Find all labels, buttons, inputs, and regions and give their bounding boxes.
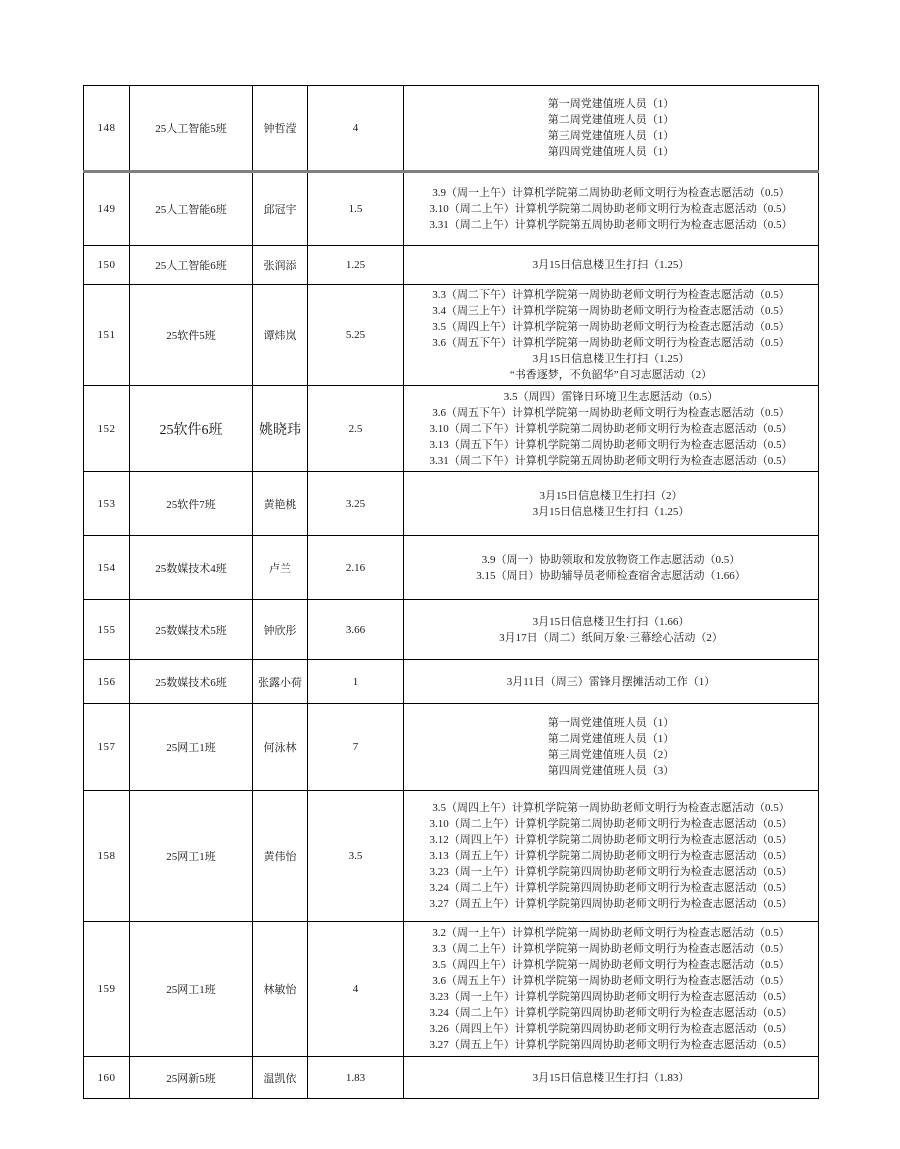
activity-line: 3月15日信息楼卫生打扫（1.25） [532,505,690,518]
table-row [84,172,819,246]
activity-line: 3.6（周五上午）计算机学院第一周协助老师文明行为检查志愿活动（0.5） [432,975,790,987]
activity-line: 3月15日信息楼卫生打扫（1.83） [532,1071,690,1084]
table-row [84,660,819,704]
volunteer-hours-table [83,85,819,1099]
class-cell: 25人工智能5班 [130,86,253,172]
row-number-cell: 160 [84,1057,130,1099]
activity-line: 3.15（周日）协助辅导员老师检查宿舍志愿活动（1.66） [476,569,746,582]
activity-line: 3.13（周五上午）计算机学院第二周协助老师文明行为检查志愿活动（0.5） [429,850,793,862]
activity-line: 3.10（周二下午）计算机学院第二周协助老师文明行为检查志愿活动（0.5） [429,422,793,435]
name-cell: 卢兰 [253,536,308,600]
table-row [84,600,819,660]
activity-line: 3.13（周五下午）计算机学院第二周协助老师文明行为检查志愿活动（0.5） [429,438,793,451]
hours-cell: 2.16 [308,536,404,600]
class-cell: 25软件6班 [130,386,253,472]
hours-cell: 1.25 [308,246,404,285]
table-row [84,386,819,472]
activities-cell [404,704,819,791]
activity-line: 第四周党建值班人员（3） [547,765,675,777]
class-cell: 25软件5班 [130,285,253,386]
class-cell: 25人工智能6班 [130,172,253,246]
activity-line: 3.10（周二上午）计算机学院第二周协助老师文明行为检查志愿活动（0.5） [429,203,793,215]
row-number-cell: 153 [84,472,130,536]
activity-line: 3.23（周一上午）计算机学院第四周协助老师文明行为检查志愿活动（0.5） [429,866,793,878]
activity-line: 3.23（周一上午）计算机学院第四周协助老师文明行为检查志愿活动（0.5） [429,991,793,1003]
activity-line: 3月15日信息楼卫生打扫（1.66） [532,615,690,628]
row-number-cell: 149 [84,172,130,246]
hours-cell: 4 [308,86,404,172]
activity-line: 3.3（周二上午）计算机学院第一周协助老师文明行为检查志愿活动（0.5） [432,943,790,955]
hours-cell: 3.25 [308,472,404,536]
activities-cell [404,791,819,922]
activity-line: 3.10（周二上午）计算机学院第二周协助老师文明行为检查志愿活动（0.5） [429,818,793,830]
name-cell: 林敏怡 [253,922,308,1057]
activity-line: 3.4（周三上午）计算机学院第一周协助老师文明行为检查志愿活动（0.5） [432,305,790,317]
hours-cell: 2.5 [308,386,404,472]
name-cell: 黄艳桃 [253,472,308,536]
activity-line: 3.27（周五上午）计算机学院第四周协助老师文明行为检查志愿活动（0.5） [429,898,793,910]
activity-line: 3.5（周四）雷锋日环境卫生志愿活动（0.5） [503,390,719,403]
name-cell: 姚晓玮 [253,386,308,472]
activity-line: 3.27（周五上午）计算机学院第四周协助老师文明行为检查志愿活动（0.5） [429,1039,793,1051]
activity-line: 3月17日（周二）纸间万象·三幕绘心活动（2） [499,631,723,644]
table-row [84,246,819,285]
row-number-cell: 157 [84,704,130,791]
activity-line: 第一周党建值班人员（1） [547,98,675,110]
hours-cell: 5.25 [308,285,404,386]
table-row [84,285,819,386]
activity-line: 3.24（周二上午）计算机学院第四周协助老师文明行为检查志愿活动（0.5） [429,882,793,894]
row-number-cell: 154 [84,536,130,600]
hours-cell: 4 [308,922,404,1057]
class-cell: 25人工智能6班 [130,246,253,285]
name-cell: 谭炜岚 [253,285,308,386]
class-cell: 25数媒技术5班 [130,600,253,660]
activities-cell [404,386,819,472]
row-number-cell: 159 [84,922,130,1057]
table-row [84,1057,819,1099]
activities-cell [404,285,819,386]
name-cell: 何泳林 [253,704,308,791]
activities-cell [404,536,819,600]
activity-line: 3.9（周一）协助领取和发放物资工作志愿活动（0.5） [481,553,741,566]
activity-line: 3.3（周二下午）计算机学院第一周协助老师文明行为检查志愿活动（0.5） [432,289,790,301]
activity-line: “书香逐梦，不负韶华”自习志愿活动（2） [509,369,713,381]
row-number-cell: 151 [84,285,130,386]
activity-line: 3.5（周四上午）计算机学院第一周协助老师文明行为检查志愿活动（0.5） [432,802,790,814]
activity-line: 3.5（周四上午）计算机学院第一周协助老师文明行为检查志愿活动（0.5） [432,321,790,333]
activity-line: 3月15日信息楼卫生打扫（1.25） [532,353,690,365]
activity-line: 第三周党建值班人员（1） [547,130,675,142]
activity-line: 3.24（周二上午）计算机学院第四周协助老师文明行为检查志愿活动（0.5） [429,1007,793,1019]
hours-cell: 3.66 [308,600,404,660]
hours-cell: 3.5 [308,791,404,922]
hours-cell: 7 [308,704,404,791]
table-row [84,472,819,536]
activities-cell [404,86,819,172]
table-row [84,536,819,600]
class-cell: 25网新5班 [130,1057,253,1099]
row-number-cell: 158 [84,791,130,922]
table-body [84,86,819,1099]
class-cell: 25网工1班 [130,791,253,922]
activities-cell [404,922,819,1057]
class-cell: 25软件7班 [130,472,253,536]
table-row [84,922,819,1057]
name-cell: 黄伟怡 [253,791,308,922]
activities-cell [404,172,819,246]
activity-line: 第二周党建值班人员（1） [547,114,675,126]
activities-cell [404,472,819,536]
table-row [84,86,819,172]
name-cell: 钟哲滢 [253,86,308,172]
activity-line: 3月15日信息楼卫生打扫（1.25） [532,259,690,271]
hours-cell: 1 [308,660,404,704]
table-row [84,791,819,922]
activity-line: 第三周党建值班人员（2） [547,749,675,761]
class-cell: 25网工1班 [130,704,253,791]
activity-line: 3.12（周四上午）计算机学院第二周协助老师文明行为检查志愿活动（0.5） [429,834,793,846]
spreadsheet-page [83,85,819,1099]
name-cell: 钟欣彤 [253,600,308,660]
activity-line: 3.9（周一上午）计算机学院第二周协助老师文明行为检查志愿活动（0.5） [432,187,790,199]
class-cell: 25数媒技术4班 [130,536,253,600]
activity-line: 3月11日（周三）雷锋月摆摊活动工作（1） [506,675,716,688]
activity-line: 3.31（周二上午）计算机学院第五周协助老师文明行为检查志愿活动（0.5） [429,219,793,231]
class-cell: 25网工1班 [130,922,253,1057]
activity-line: 第四周党建值班人员（1） [547,146,675,158]
activities-cell [404,1057,819,1099]
row-number-cell: 150 [84,246,130,285]
hours-cell: 1.83 [308,1057,404,1099]
activity-line: 3.31（周二下午）计算机学院第五周协助老师文明行为检查志愿活动（0.5） [429,454,793,467]
row-number-cell: 155 [84,600,130,660]
row-number-cell: 148 [84,86,130,172]
activity-line: 3.6（周五下午）计算机学院第一周协助老师文明行为检查志愿活动（0.5） [432,406,790,419]
activity-line: 第二周党建值班人员（1） [547,733,675,745]
activities-cell [404,600,819,660]
activity-line: 3月15日信息楼卫生打扫（2） [539,489,683,502]
class-cell: 25数媒技术6班 [130,660,253,704]
activity-line: 第一周党建值班人员（1） [547,717,675,729]
name-cell: 温凯依 [253,1057,308,1099]
name-cell: 邱冠宇 [253,172,308,246]
activity-line: 3.2（周一上午）计算机学院第一周协助老师文明行为检查志愿活动（0.5） [432,927,790,939]
row-number-cell: 156 [84,660,130,704]
activities-cell [404,246,819,285]
table-row [84,704,819,791]
activities-cell [404,660,819,704]
name-cell: 张露小荷 [253,660,308,704]
activity-line: 3.6（周五下午）计算机学院第一周协助老师文明行为检查志愿活动（0.5） [432,337,790,349]
row-number-cell: 152 [84,386,130,472]
activity-line: 3.26（周四上午）计算机学院第四周协助老师文明行为检查志愿活动（0.5） [429,1023,793,1035]
activity-line: 3.5（周四上午）计算机学院第一周协助老师文明行为检查志愿活动（0.5） [432,959,790,971]
hours-cell: 1.5 [308,172,404,246]
name-cell: 张润添 [253,246,308,285]
